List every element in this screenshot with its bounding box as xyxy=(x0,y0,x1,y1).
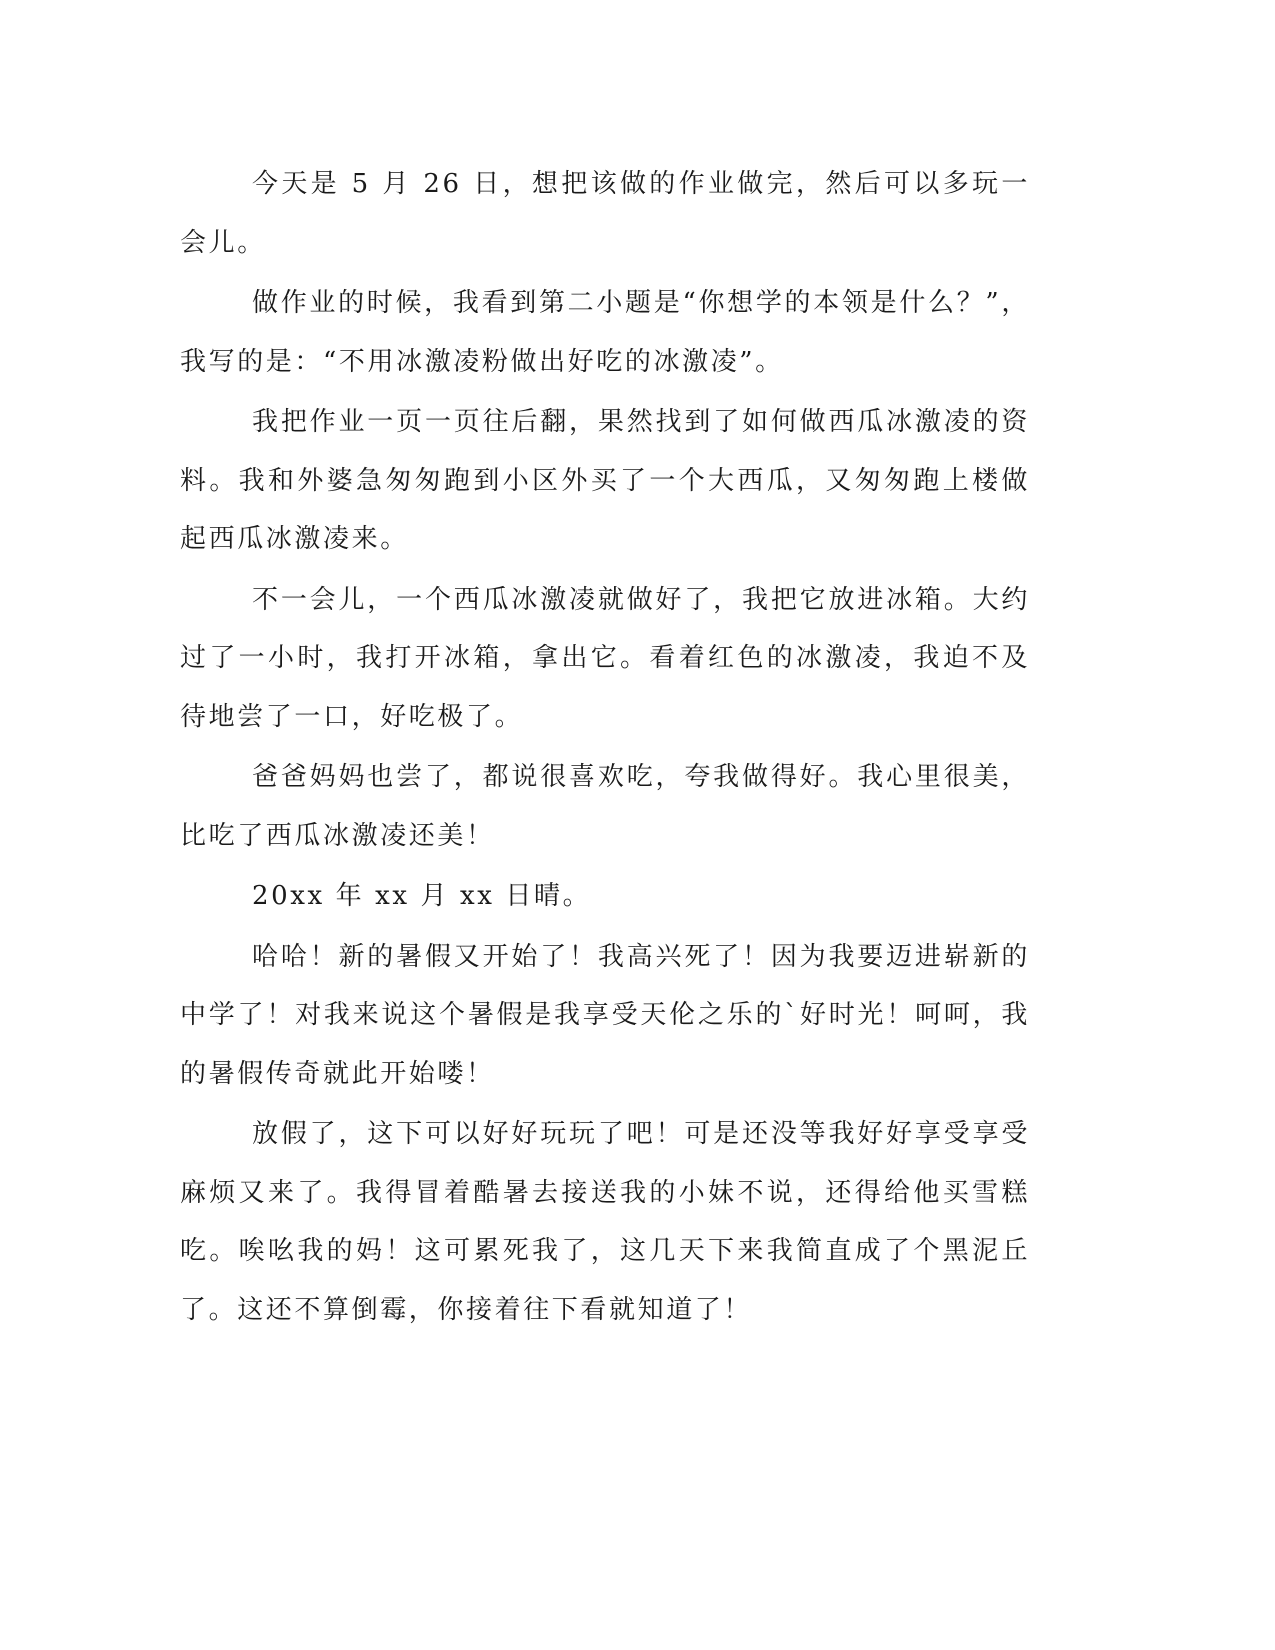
date-line: 20xx 年 xx 月 xx 日晴。 xyxy=(252,881,592,911)
paragraph: 今天是 5 月 26 日，想把该做的作业做完，然后可以多玩一会儿。 xyxy=(180,169,1030,258)
paragraph: 做作业的时候，我看到第二小题是“你想学的本领是什么？”，我写的是：“不用冰激凌粉做出好吃的冰激凌”。 xyxy=(180,288,1030,377)
paragraph: 不一会儿，一个西瓜冰激凌就做好了，我把它放进冰箱。大约过了一小时，我打开冰箱，拿出它。看着红色的冰激凌，我迫不及待地尝了一口，好吃极了。 xyxy=(180,584,1030,732)
paragraph: 爸爸妈妈也尝了，都说很喜欢吃，夸我做得好。我心里很美，比吃了西瓜冰激凌还美！ xyxy=(180,762,1030,851)
paragraph: 我把作业一页一页往后翻，果然找到了如何做西瓜冰激凌的资料。我和外婆急匆匆跑到小区外买了一个大西瓜，又匆匆跑上楼做起西瓜冰激凌来。 xyxy=(180,407,1030,554)
document-body xyxy=(180,155,1030,1341)
paragraph: 哈哈！新的暑假又开始了！我高兴死了！因为我要迈进崭新的中学了！对我来说这个暑假是我享受天伦之乐的`好时光！呵呵，我的暑假传奇就此开始喽！ xyxy=(180,941,1030,1089)
paragraph: 放假了，这下可以好好玩玩了吧！可是还没等我好好享受享受麻烦又来了。我得冒着酷暑去接送我的小妹不说，还得给他买雪糕吃。唉吆我的妈！这可累死我了，这几天下来我简直成了个黑泥丘了。这还不算倒霉，你接着往下看就知道了！ xyxy=(180,1119,1030,1325)
